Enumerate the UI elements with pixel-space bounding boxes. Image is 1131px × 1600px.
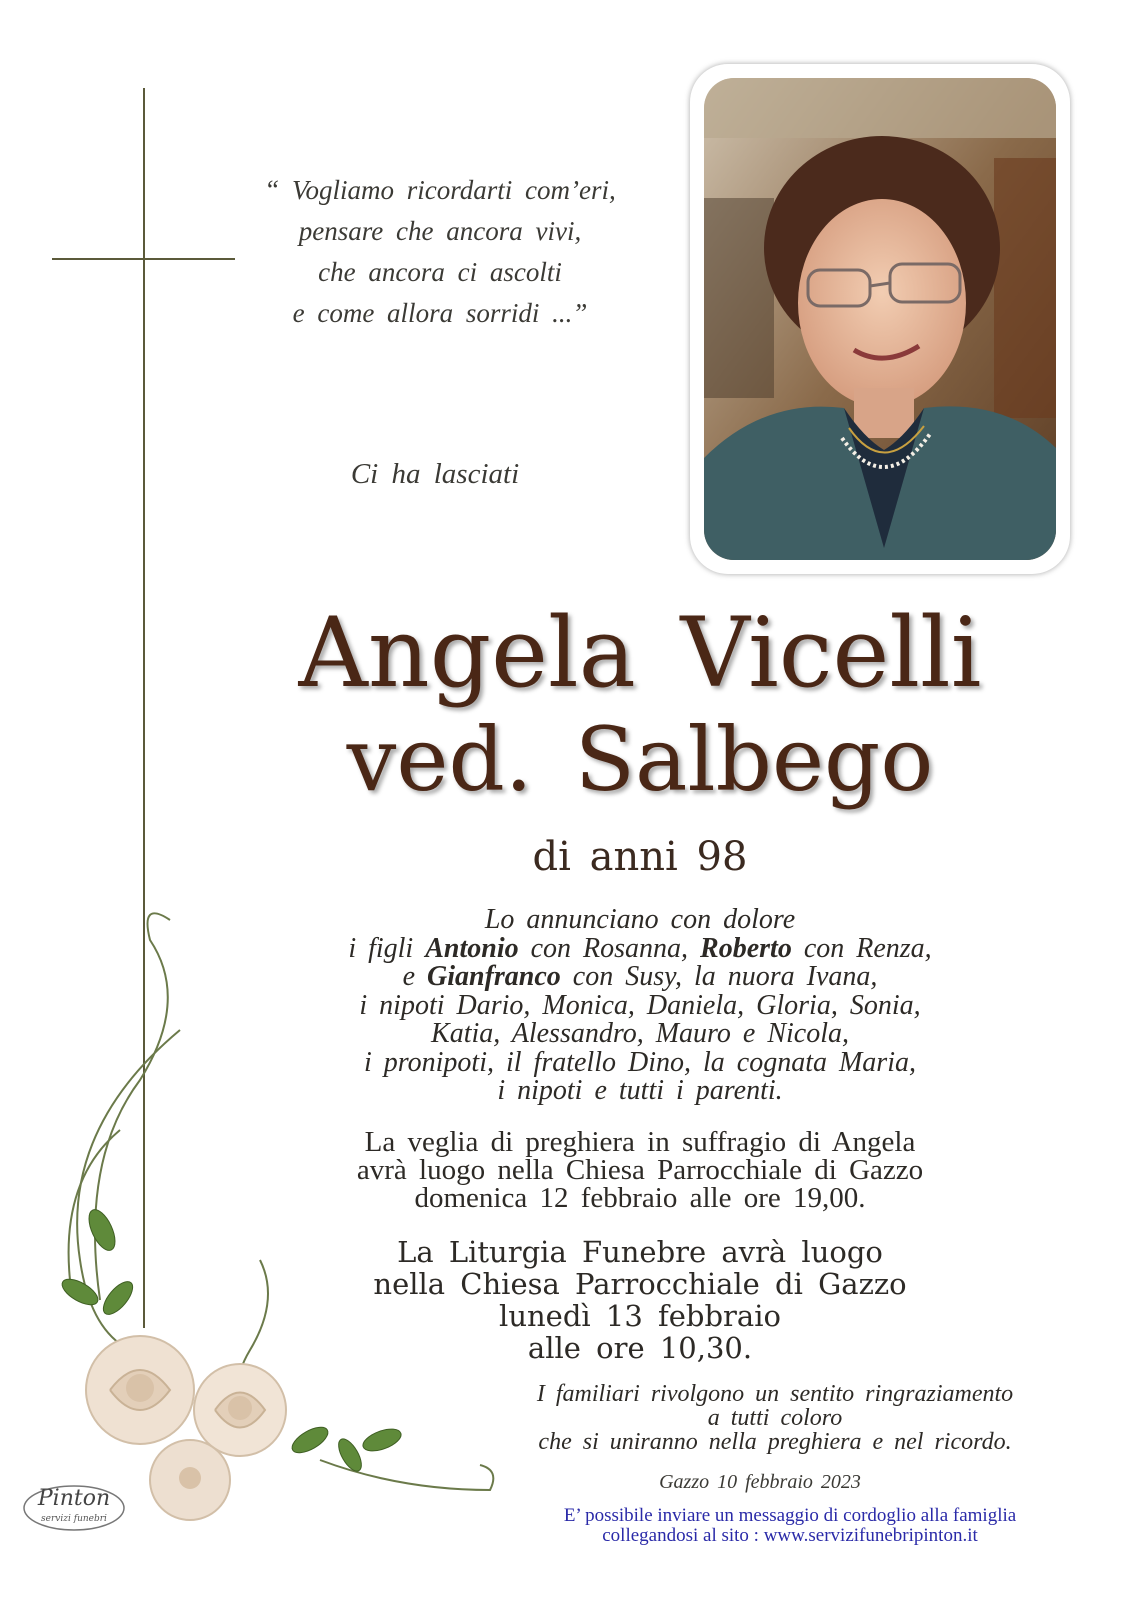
text: con Susy, la nuora Ivana, bbox=[560, 961, 878, 992]
place-and-date: Gazzo 10 febbraio 2023 bbox=[659, 1471, 861, 1493]
liturgy-line: nella Chiesa Parrocchiale di Gazzo bbox=[373, 1267, 907, 1301]
left-us-message: Ci ha lasciati bbox=[350, 458, 520, 490]
thanks-line: che si uniranno nella preghiera e nel ricordo. bbox=[538, 1429, 1012, 1455]
memorial-quote bbox=[220, 170, 660, 334]
pinton-logo bbox=[22, 1482, 126, 1536]
family-thanks bbox=[470, 1382, 1080, 1454]
thanks-line: I familiari rivolgono un sentito ringraziamento bbox=[536, 1381, 1014, 1407]
quote-line: “ Vogliamo ricordarti com’eri, bbox=[264, 175, 616, 205]
liturgy-line: lunedì 13 febbraio bbox=[499, 1299, 781, 1333]
deceased-widow-name: ved. Salbego bbox=[346, 708, 934, 811]
text: e bbox=[402, 961, 427, 992]
announce-line: i nipoti e tutti i parenti. bbox=[497, 1075, 783, 1106]
condolence-website-link[interactable]: collegandosi al sito : www.servizifunebripinton.it bbox=[602, 1525, 978, 1546]
condolence-line: E’ possibile inviare un messaggio di cordoglio alla famiglia bbox=[563, 1505, 1017, 1526]
announce-line: Lo annunciano con dolore bbox=[484, 904, 796, 935]
logo-subtitle: servizi funebri bbox=[41, 1514, 107, 1524]
vigil-line: La veglia di preghiera in suffragio di Angela bbox=[364, 1126, 916, 1158]
announce-line: i pronipoti, il fratello Dino, la cognata Maria, bbox=[364, 1046, 916, 1078]
liturgy-line: alle ore 10,30. bbox=[527, 1331, 753, 1365]
quote-line: che ancora ci ascolti bbox=[318, 257, 562, 287]
roses-decoration bbox=[20, 880, 500, 1540]
liturgy-line: La Liturgia Funebre avrà luogo bbox=[397, 1235, 883, 1269]
quote-line: e come allora sorridi ...” bbox=[292, 298, 588, 328]
text: con Renza, bbox=[791, 932, 932, 964]
deceased-portrait-photo bbox=[704, 78, 1056, 560]
logo-name: Pinton bbox=[37, 1486, 111, 1511]
announce-line: Katia, Alessandro, Mauro e Nicola, bbox=[431, 1018, 849, 1049]
condolence-message-info bbox=[480, 1506, 1100, 1546]
announce-line: i nipoti Dario, Monica, Daniela, Gloria, Sonia, bbox=[359, 989, 921, 1021]
text: con Rosanna, bbox=[518, 932, 701, 964]
vigil-line: avrà luogo nella Chiesa Parrocchiale di Gazzo bbox=[356, 1154, 924, 1186]
thanks-line: a tutti coloro bbox=[707, 1405, 843, 1431]
deceased-name: Angela Vicelli bbox=[298, 597, 982, 709]
cross-horizontal-line bbox=[52, 258, 235, 260]
text: i figli bbox=[348, 932, 426, 964]
vigil-line: domenica 12 febbraio alle ore 19,00. bbox=[414, 1182, 866, 1214]
quote-line: pensare che ancora vivi, bbox=[298, 216, 582, 246]
deceased-age: di anni 98 bbox=[532, 834, 748, 880]
child-name: Roberto bbox=[700, 932, 792, 964]
child-name: Gianfranco bbox=[427, 961, 561, 992]
child-name: Antonio bbox=[425, 932, 519, 964]
